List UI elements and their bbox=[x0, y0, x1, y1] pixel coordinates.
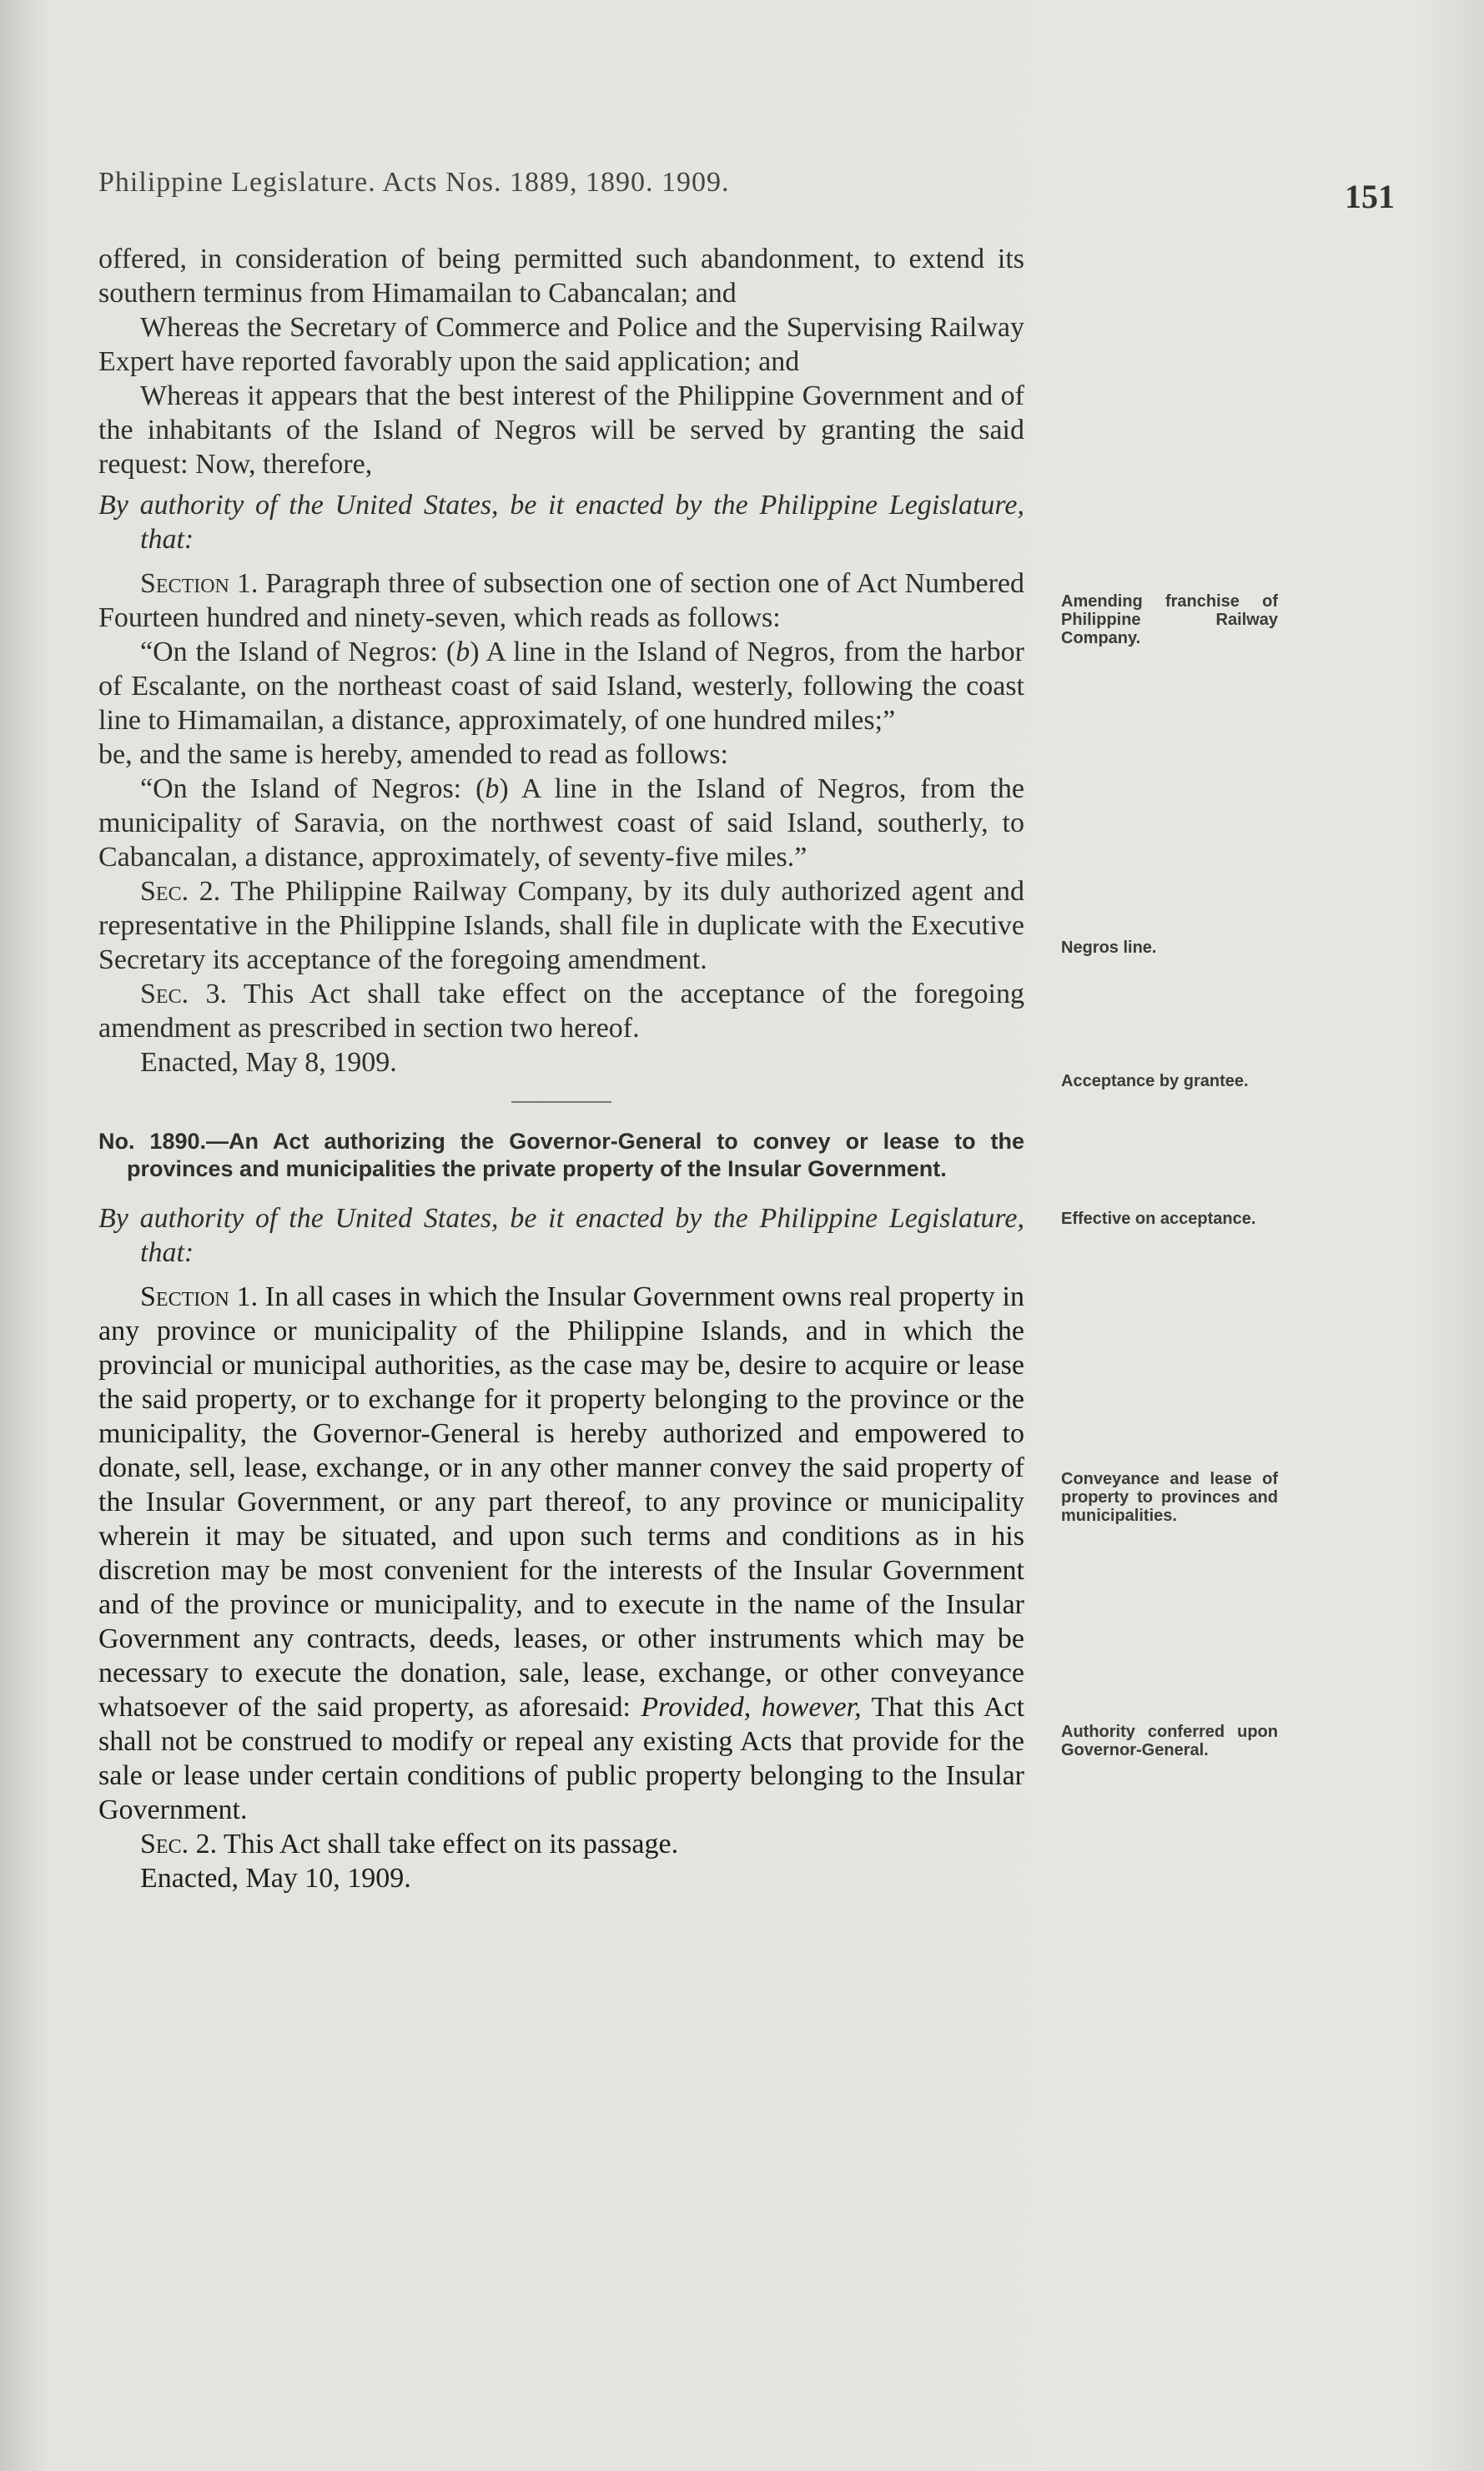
enacted-date-1889: Enacted, May 8, 1909. bbox=[140, 1047, 397, 1078]
section-label: Sec. 3. bbox=[140, 979, 228, 1009]
act-1890-title: No. 1890.—An Act authorizing the Governor-General to convey or lease to the provinces and municipalities the private property of the Insular Government. bbox=[98, 1129, 1024, 1181]
act-1889-section-3 bbox=[98, 977, 1024, 1045]
whereas-paragraph-1: Whereas the Secretary of Commerce and Police and the Supervising Railway Expert have reported favorably upon the said application; and bbox=[98, 312, 1024, 377]
running-head: Philippine Legislature. Acts Nos. 1889, 1890. 1909. bbox=[98, 167, 730, 198]
act-1889-paragraph-1: offered, in consideration of being permitted such abandonment, to extend its southern terminus from Himamailan to Cabancalan; and bbox=[98, 244, 1024, 309]
page-number: 151 bbox=[1345, 178, 1395, 215]
section-label: Section 1. bbox=[140, 1281, 259, 1312]
section-text: This Act shall take effect on the acceptance of the foregoing amendment as prescribed in section two hereof. bbox=[98, 979, 1024, 1044]
act-1889-section-2 bbox=[98, 874, 1024, 977]
section-label: Sec. 2. bbox=[140, 1829, 218, 1860]
original-text-quote: “On the Island of Negros: (b) A line in the Island of Negros, from the harbor of Escalante, on the northeast coast of said Island, westerly, following the coast line to Himamailan, a distance, approximately, of one hundred miles;” bbox=[98, 637, 1024, 736]
margin-note-negros-line: Negros line. bbox=[1061, 939, 1157, 957]
margin-note-authority: Authority conferred upon Governor-General. bbox=[1061, 1723, 1278, 1759]
section-text: This Act shall take effect on its passage. bbox=[223, 1829, 679, 1860]
proviso-text: That this Act shall not be construed to modify or repeal any existing Acts that provide for the sale or lease under certain conditions of public property belonging to the Insular Government. bbox=[98, 1692, 1025, 1825]
act-1889-section-1 bbox=[98, 566, 1024, 635]
section-label: Section 1. bbox=[140, 568, 259, 599]
amended-text-quote: “On the Island of Negros: (b) A line in the Island of Negros, from the municipality of Saravia, on the northwest coast of said Island, southerly, to Cabancalan, a distance, approximately, of seventy-five miles.” bbox=[98, 773, 1024, 873]
section-text: Paragraph three of subsection one of section one of Act Numbered Fourteen hundred and ninety-seven, which reads as follows: bbox=[98, 568, 1024, 633]
body-text bbox=[98, 242, 1024, 1895]
whereas-paragraph-2: Whereas it appears that the best interest of the Philippine Government and of the inhabitants of the Island of Negros will be served by granting the said request: Now, therefore, bbox=[98, 380, 1024, 480]
margin-note-conveyance: Conveyance and lease of property to provinces and municipalities. bbox=[1061, 1470, 1278, 1525]
proviso-label: Provided, however, bbox=[641, 1692, 862, 1723]
margin-note-acceptance: Acceptance by grantee. bbox=[1061, 1072, 1249, 1090]
enacted-date-1890: Enacted, May 10, 1909. bbox=[140, 1863, 411, 1894]
margin-note-amending: Amending franchise of Philippine Railway Company. bbox=[1061, 592, 1278, 647]
section-text: The Philippine Railway Company, by its duly authorized agent and representative in the Philippine Islands, shall file in duplicate with the Executive Secretary its acceptance of the foregoing amendment. bbox=[98, 876, 1025, 975]
section-text: In all cases in which the Insular Government owns real property in any province or municipality of the Philippine Islands, and in which the provincial or municipal authorities, as the case may be, desire to acquire or lease the said property, or to exchange for it property belonging to the province or the municipality, the Governor-General is hereby authorized and empowered to donate, sell, lease, exchange, or in any other manner convey the said property of the Insular Government, or any part thereof, to any province or municipality wherein it may be situated, and upon such terms and conditions as in his discretion may be most convenient for the interests of the Insular Government and of the province or municipality, and to execute in the name of the Insular Government any contracts, deeds, leases, or other instruments which may be necessary to execute the donation, sale, lease, exchange, or other conveyance whatsoever of the said property, as aforesaid: bbox=[98, 1281, 1024, 1723]
section-divider bbox=[511, 1101, 611, 1103]
enacting-clause-1889: By authority of the United States, be it enacted by the Philippine Legislature, that: bbox=[98, 490, 1024, 555]
act-1890-section-2 bbox=[98, 1827, 1024, 1861]
amendment-clause: be, and the same is hereby, amended to read as follows: bbox=[98, 739, 728, 770]
section-label: Sec. 2. bbox=[140, 876, 221, 907]
act-1890-section-1 bbox=[98, 1280, 1024, 1827]
enacting-clause-1890: By authority of the United States, be it enacted by the Philippine Legislature, that: bbox=[98, 1203, 1024, 1268]
margin-note-effective: Effective on acceptance. bbox=[1061, 1210, 1256, 1228]
